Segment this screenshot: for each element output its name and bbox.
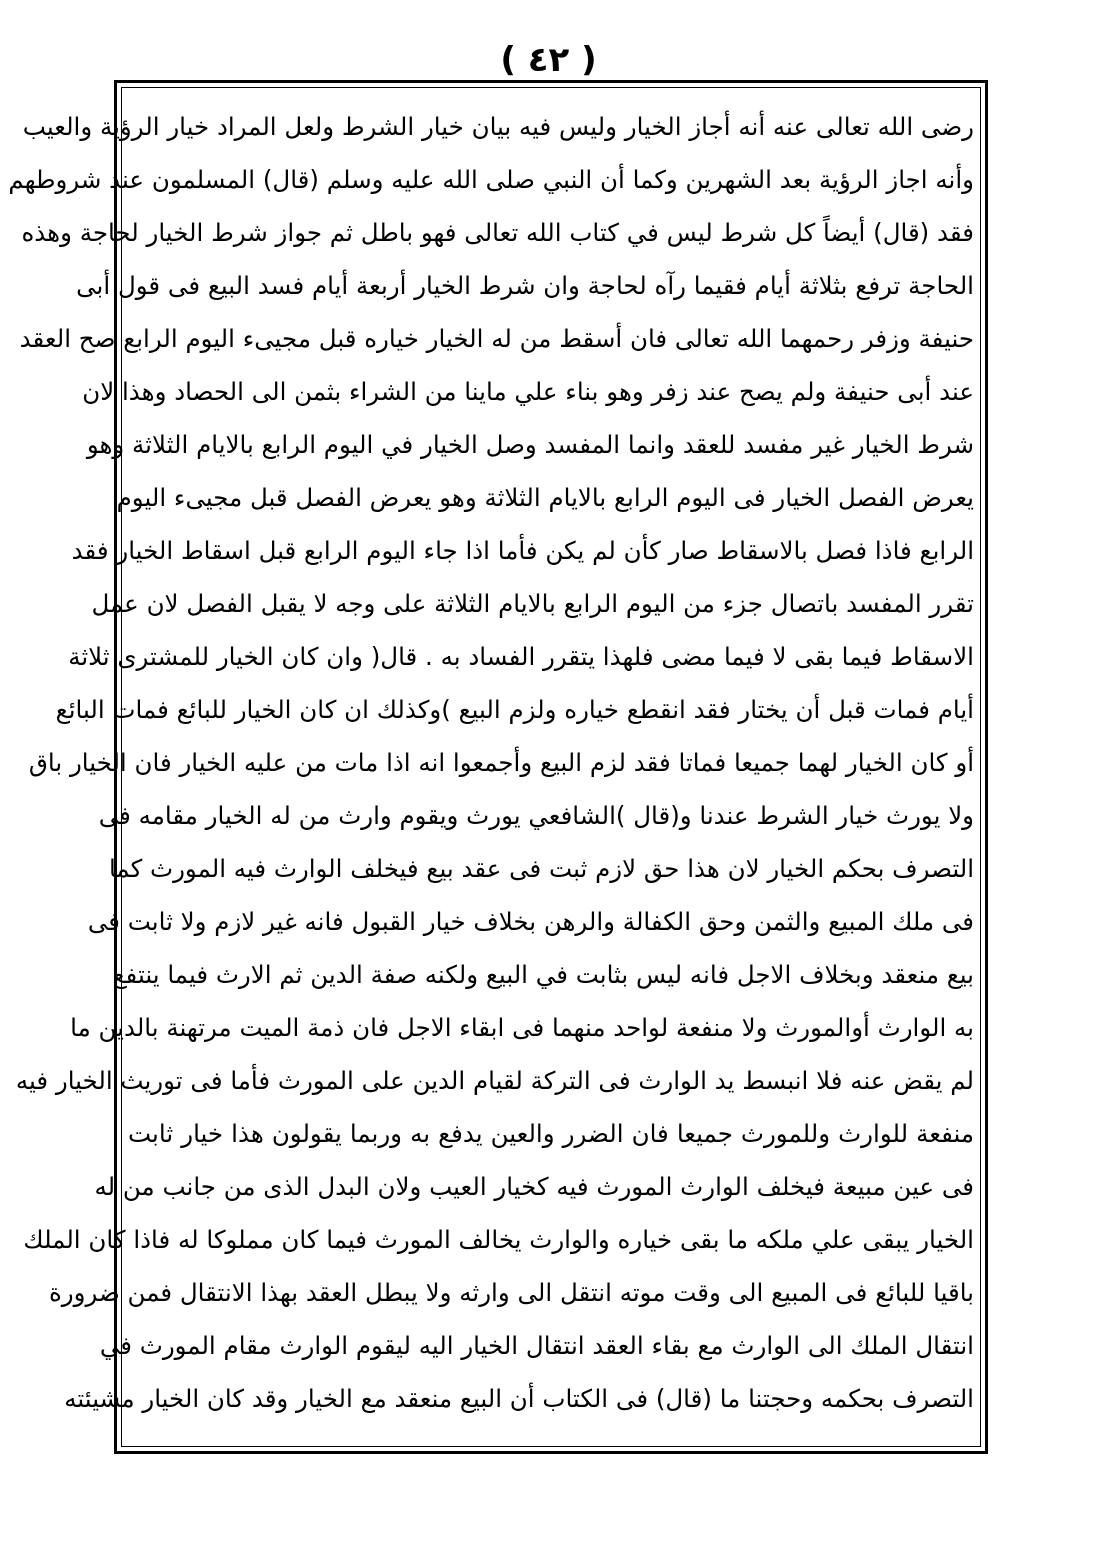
text-line: ولا يورث خيار الشرط عندنا و(قال )الشافعي يورث ويقوم وارث من له الخيار مقامه فى	[98, 801, 974, 830]
text-line: وأنه اجاز الرؤية بعد الشهرين وكما أن النبي صلى الله عليه وسلم (قال) المسلمون عند شروطهم	[8, 165, 974, 194]
text-line: انتقال الملك الى الوارث مع بقاء العقد انتقال الخيار اليه ليقوم الوارث مقام المورث في	[99, 1331, 974, 1360]
text-line: التصرف بحكم الخيار لان هذا حق لازم ثبت فى عقد بيع فيخلف الوارث فيه المورث كما	[108, 854, 974, 883]
text-line: الحاجة ترفع بثلاثة أيام فقيما رآه لحاجة وان شرط الخيار أربعة أيام فسد البيع فى قول أبى	[76, 271, 974, 300]
body-text	[8, 100, 974, 1425]
text-line: شرط الخيار غير مفسد للعقد وانما المفسد وصل الخيار في اليوم الرابع بالايام الثلاثة وهو	[86, 430, 974, 459]
text-line: فى عين مبيعة فيخلف الوارث المورث فيه كخيار العيب ولان البدل الذى من جانب من له	[94, 1172, 974, 1201]
text-line: عند أبى حنيفة ولم يصح عند زفر وهو بناء علي ماينا من الشراء بثمن الى الحصاد وهذا لان	[82, 377, 974, 406]
text-line: به الوارث أوالمورث ولا منفعة لواحد منهما فى ابقاء الاجل فان ذمة الميت مرتهنة بالدين ما	[70, 1013, 974, 1042]
text-line: رضى الله تعالى عنه أنه أجاز الخيار وليس فيه بيان خيار الشرط ولعل المراد خيار الرؤية والعيب	[22, 112, 974, 141]
text-line: الاسقاط فيما بقى لا فيما مضى فلهذا يتقرر الفساد به . قال( وان كان الخيار للمشترى ثلاثة	[68, 642, 974, 671]
text-line: الخيار يبقى علي ملكه ما بقى خياره والوارث يخالف المورث فيما كان مملوكا له فاذا كان الملك	[23, 1225, 974, 1254]
page-number: ( ٤٢ )	[500, 40, 597, 80]
text-line: تقرر المفسد باتصال جزء من اليوم الرابع بالايام الثلاثة على وجه لا يقبل الفصل لان عمل	[91, 589, 974, 618]
text-line: أيام فمات قبل أن يختار فقد انقطع خياره ولزم البيع )وكذلك ان كان الخيار للبائع فمات البائع	[55, 695, 974, 724]
text-line: يعرض الفصل الخيار فى اليوم الرابع بالايام الثلاثة وهو يعرض الفصل قبل مجيىء اليوم	[116, 483, 974, 512]
text-line: الرابع فاذا فصل بالاسقاط صار كأن لم يكن فأما اذا جاء اليوم الرابع قبل اسقاط الخيار فقد	[71, 536, 974, 565]
text-line: منفعة للوارث وللمورث جميعا فان الضرر والعين يدفع به وربما يقولون هذا خيار ثابت	[128, 1119, 974, 1148]
text-line: فقد (قال) أيضاً كل شرط ليس في كتاب الله تعالى فهو باطل ثم جواز شرط الخيار لحاجة وهذه	[21, 218, 974, 247]
text-line: أو كان الخيار لهما جميعا فماتا فقد لزم البيع وأجمعوا انه اذا مات من عليه الخيار فان الخيار باق	[28, 748, 974, 777]
text-line: فى ملك المبيع والثمن وحق الكفالة والرهن بخلاف خيار القبول فانه غير لازم ولا ثابت فى	[87, 907, 974, 936]
text-line: لم يقض عنه فلا انبسط يد الوارث فى التركة لقيام الدين على المورث فأما فى توريث الخيار فيه	[15, 1066, 974, 1095]
text-line: التصرف بحكمه وحجتنا ما (قال) فى الكتاب أن البيع منعقد مع الخيار وقد كان الخيار مشيئته	[64, 1384, 974, 1413]
text-line: بيع منعقد وبخلاف الاجل فانه ليس بثابت في البيع ولكنه صفة الدين ثم الارث فيما ينتفع	[112, 960, 974, 989]
text-line: حنيفة وزفر رحمهما الله تعالى فان أسقط من له الخيار خياره قبل مجيىء اليوم الرابع صح العقد	[19, 324, 974, 353]
text-line: باقيا للبائع فى المبيع الى وقت موته انتقل الى وارثه ولا يبطل العقد بهذا الانتقال فمن ضرورة	[48, 1278, 974, 1307]
